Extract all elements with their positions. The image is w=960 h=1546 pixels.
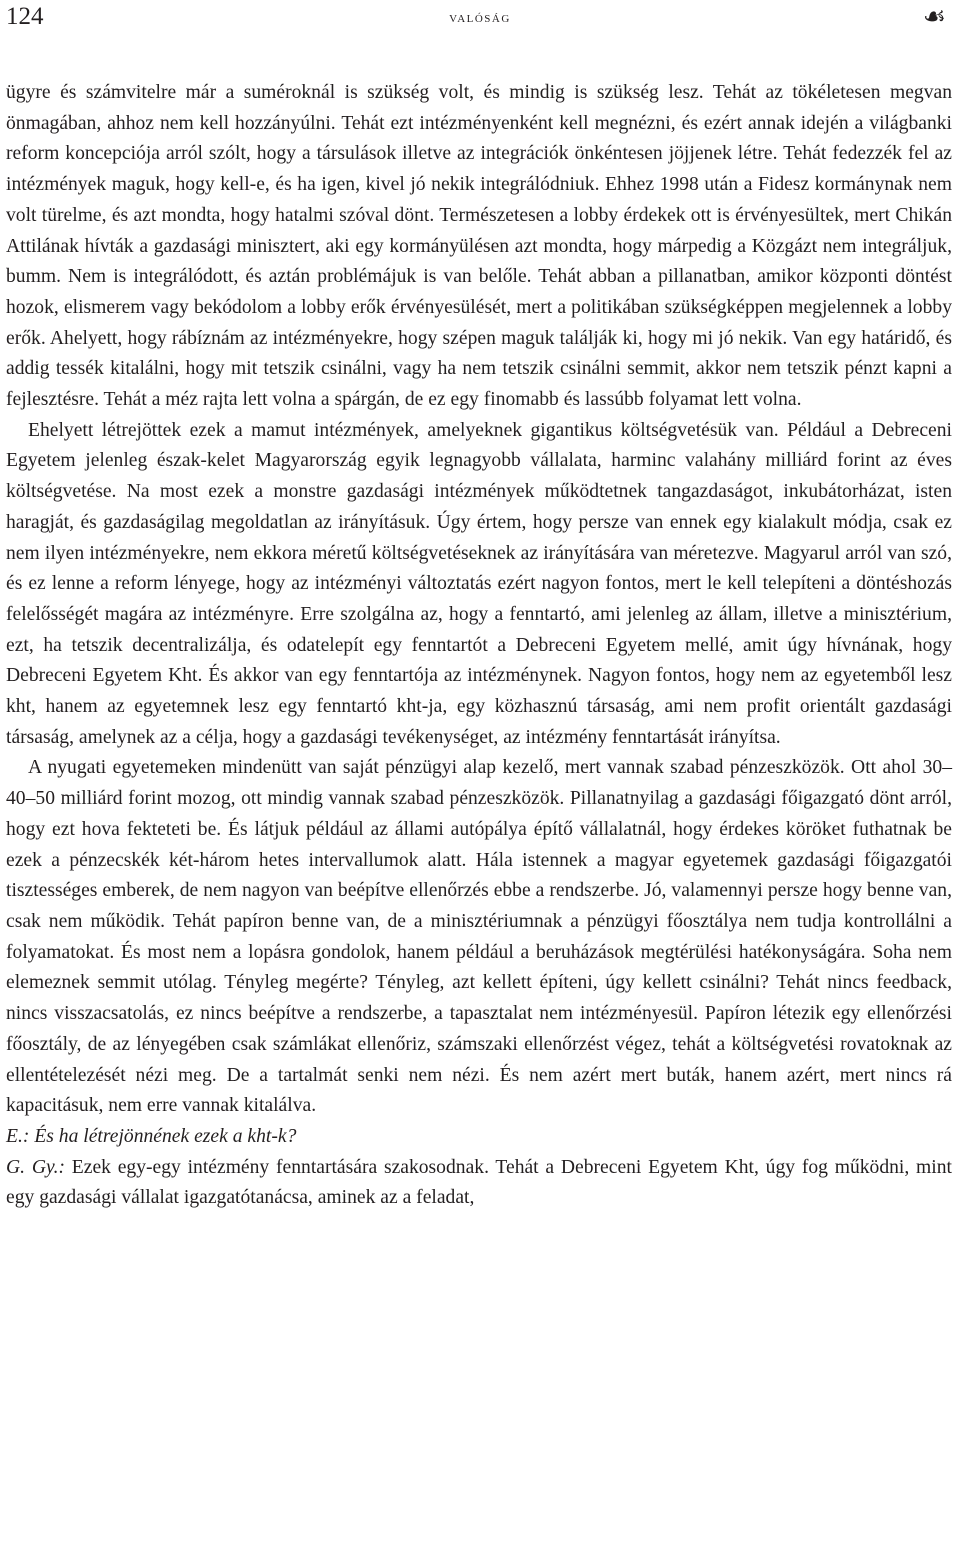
page-number: 124 [6, 3, 44, 30]
interviewer-question [6, 1122, 952, 1153]
question-text: És ha létrejönnének ezek a kht-k? [34, 1125, 297, 1147]
running-title: valóság [449, 9, 511, 26]
answer-text: Ezek egy-egy intézmény fenntartására szakosodnak. Tehát a Debreceni Egyetem Kht, úgy fog működni, mint egy gazdasági vállalat igazgatótanácsa, aminek az a feladat, [6, 1156, 952, 1209]
running-header [0, 0, 960, 40]
paragraph-1: ügyre és számvitelre már a suméroknál is szükség volt, és mindig is szükség lesz. Tehát az tökéletesen megvan önmagában, ahhoz nem kell hozzányúlni. Tehát ezt intézményenként kell megnézni, és ezért annak idején a világbanki reform koncepciója arról szólt, hogy a társulások illetve az integrációk önkéntesen jöjjenek létre. Tehát fedezzék fel az intézmények maguk, hogy kell-e, és ha igen, kivel jó nekik integrálódniuk. Ehhez 1998 után a Fidesz kormánynak nem volt türelme, és azt mondta, hogy hatalmi szóval dönt. Természetesen a lobby érdekek ott is érvényesültek, mert Chikán Attilának hívták a gazdasági minisztert, aki egy kormányülésen azt mondta, hogy márpedig a Közgázt nem integráljuk, bumm. Nem is integrálódott, és aztán problémájuk is van belőle. Tehát abban a pillanatban, amikor központi döntést hozok, elismerem vagy bekódolom a lobby erők érvényesülését, mert a politikában szükségképpen megjelennek a lobby erők. Ahelyett, hogy rábíznám az intézményekre, hogy szépen maguk találják ki, hogy mi jó nekik. Van egy határidő, és addig tessék kitalálni, hogy mit tetszik csinálni, vagy ha nem tetszik csinálni semmit, akkor nem tetszik pénzt kapni a fejlesztésre. Tehát a méz rajta lett volna a spárgán, de ez egy finomabb és lassúbb folyamat lett volna. [6, 82, 952, 411]
article-body [6, 78, 952, 1214]
answer-speaker: G. Gy.: [6, 1156, 66, 1178]
question-speaker: E.: [6, 1125, 30, 1147]
interviewee-answer [6, 1153, 952, 1214]
paragraph-3: A nyugati egyetemeken mindenütt van saját pénzügyi alap kezelő, mert vannak szabad pénzeszközök. Ott ahol 30–40–50 milliárd forint mozog, ott mindig vannak szabad pénzeszközök. Pillanatnyilag a gazdasági főigazgató dönt arról, hogy ezt hova fekteteti be. És látjuk például az állami autópálya építő vállalatnál, hogy érdekes köröket futhatnak be ezek a pénzecskék két-három hetes intervallumok alatt. Hála istennek a magyar egyetemek gazdasági főigazgatói tisztességes emberek, de nem nagyon van beépítve ellenőrzés ebbe a rendszerbe. Jó, valamennyi persze hogy benne van, csak nem működik. Tehát papíron benne van, de a minisztériumnak a pénzügyi főosztálya nem tudja kontrollálni a folyamatokat. És most nem a lopásra gondolok, hanem például a beruházások megtérülési hatékonyságára. Soha nem elemeznek semmit utólag. Tényleg megérte? Tényleg, azt kellett építeni, úgy kellett csinálni? Tehát nincs feedback, nincs visszacsatolás, ez nincs beépítve a rendszerbe, a tapasztalat nem intézményesül. Papíron létezik egy ellenőrzési főosztály, de az lényegében csak számlákat ellenőriz, számszaki ellenőrzést végez, tehát a költségvetési rovatoknak az ellentételezését nézi meg. De a tartalmát senki nem nézi. És nem azért mert buták, hanem azért, mert nincs rá kapacitásuk, nem erre vannak kitalálva. [6, 757, 952, 1117]
paragraph-2: Ehelyett létrejöttek ezek a mamut intézmények, amelyeknek gigantikus költségvetésük van. Például a Debreceni Egyetem jelenleg észak-kelet Magyarország egyik legnagyobb vállalata, harminc valahány milliárd forint az éves költségvetése. Na most ezek a monstre gazdasági intézmények működtetnek tangazdaságot, inkubátorházat, isten haragját, és gazdaságilag megoldatlan az irányításuk. Úgy értem, hogy persze van ennek egy kialakult módja, csak ez nem ilyen intézményekre, nem ekkora méretű költségvetéseknek az irányítására van méretezve. Magyarul arról van szó, és ez lenne a reform lényege, hogy az intézményi változtatás ezért nagyon fontos, mert le kell telepíteni a döntéshozás felelősségét magára az intézményre. Erre szolgálna az, hogy a fenntartó, ami jelenleg az állam, illetve a minisztérium, ezt, ha tetszik decentralizálja, és odatelepít egy fenntartót a Debreceni Egyetem mellé, amit úgy hívnának, hogy Debreceni Egyetem Kht. És akkor van egy fenntartója az intézménynek. Nagyon fontos, hogy nem az egyetemből lesz kht, hanem az egyetemnek lesz egy fenntartó kht-ja, egy közhasznú társaság, ami nem profit orientált gazdasági társaság, amelynek az a célja, hogy a gazdasági tevékenységet, az intézmény fenntartását irányítsa. [6, 419, 952, 748]
fleuron-ornament-icon: ☙ [922, 2, 946, 31]
